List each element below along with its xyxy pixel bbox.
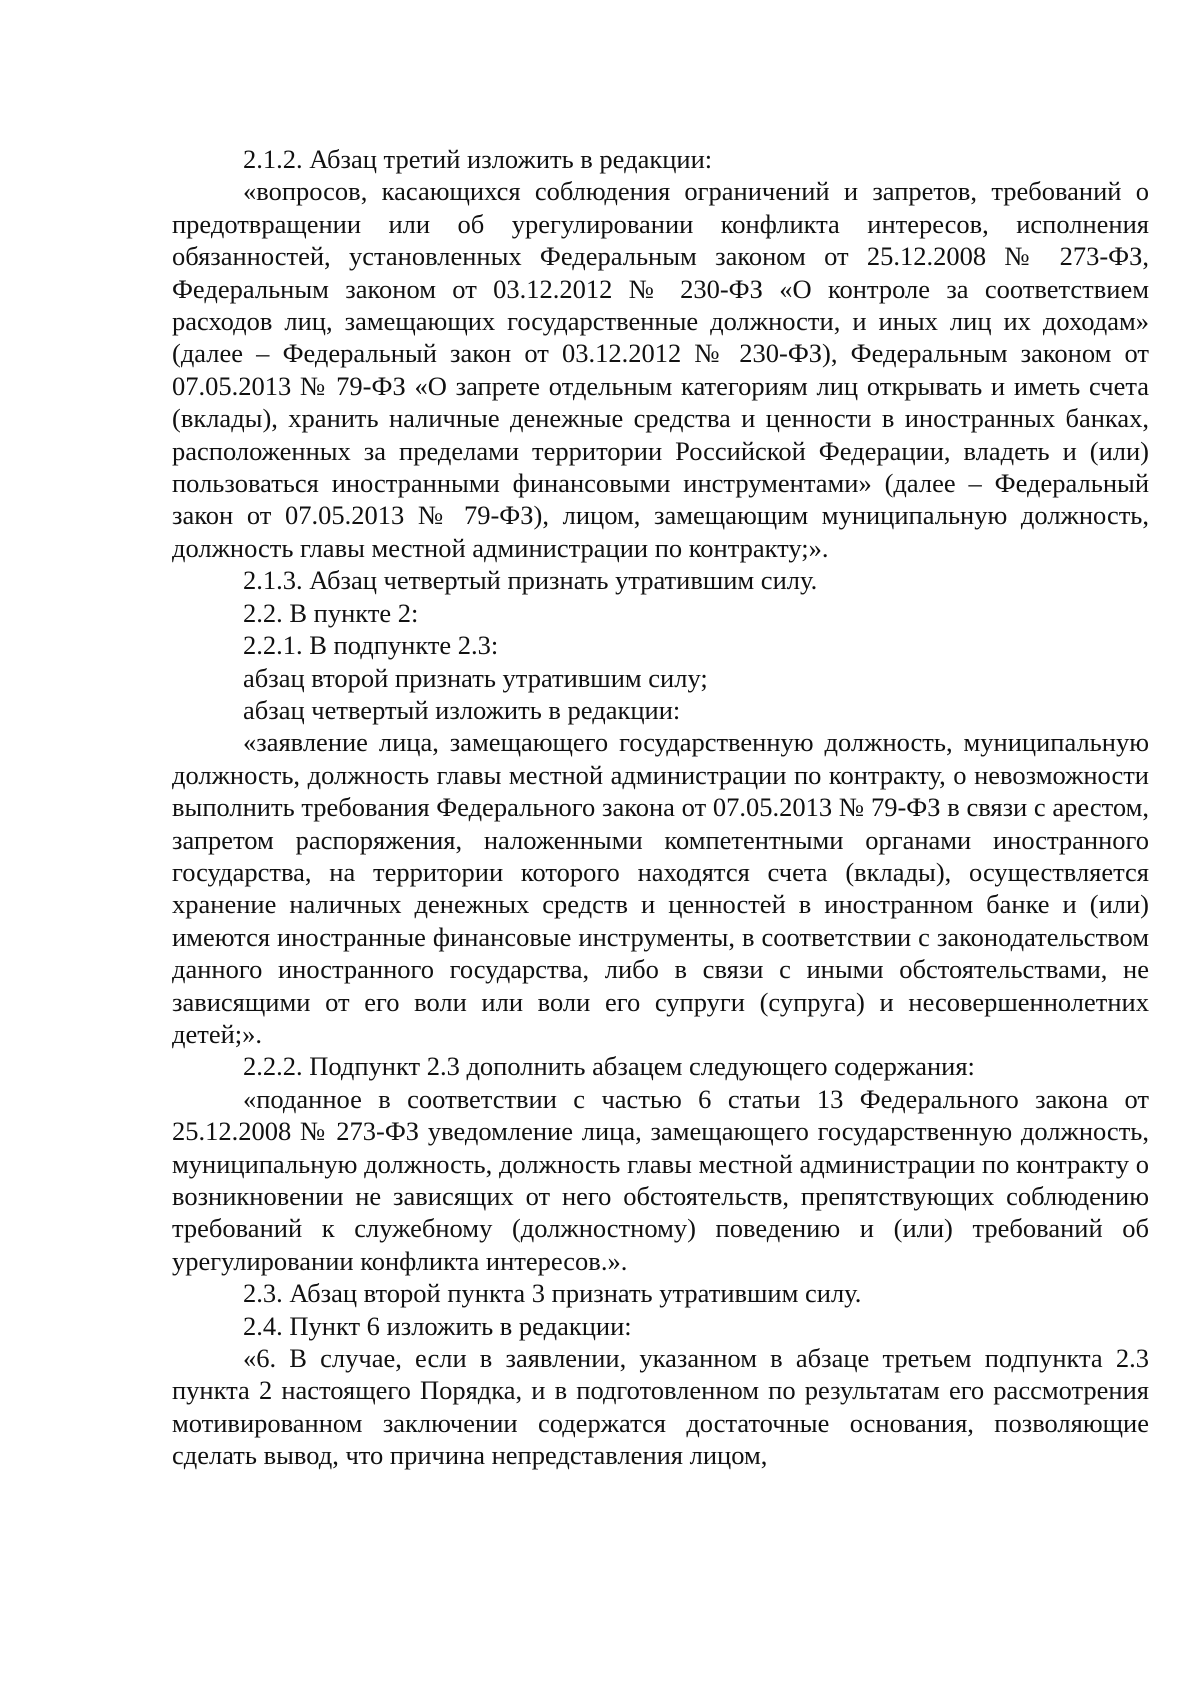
document-page (172, 143, 1149, 1472)
paragraph-quote-questions: «вопросов, касающихся соблюдения ограничений и запретов, требований о предотвращении или об урегулировании конфликта интересов, исполнения обязанностей, установленных Федеральным законом от 25.12.2008 № 273-ФЗ, Федеральным законом от 03.12.2012 № 230-ФЗ «О контроле за соответствием расходов лиц, замещающих государственные должности, и иных лиц их доходам» (далее – Федеральный закон от 03.12.2012 № 230-ФЗ), Федеральным законом от 07.05.2013 № 79-ФЗ «О запрете отдельным категориям лиц открывать и иметь счета (вклады), хранить наличные денежные средства и ценности в иностранных банках, расположенных за пределами территории Российской Федерации, владеть и (или) пользоваться иностранными финансовыми инструментами» (далее – Федеральный закон от 07.05.2013 № 79-ФЗ), лицом, замещающим муниципальную должность, должность главы местной администрации по контракту;». (172, 176, 1149, 563)
paragraph-2-3: 2.3. Абзац второй пункта 3 признать утратившим силу. (243, 1278, 862, 1309)
paragraph-quote-notice: «поданное в соответствии с частью 6 статьи 13 Федерального закона от 25.12.2008 № 273-ФЗ уведомление лица, замещающего государственную должность, муниципальную должность, должность главы местной администрации по контракту о возникновении не зависящих от него обстоятельств, препятствующих соблюдению требований к служебному (должностному) поведению и (или) требований об урегулировании конфликта интересов.». (172, 1083, 1149, 1276)
paragraph-2-2-1: 2.2.1. В подпункте 2.3: (243, 630, 499, 661)
paragraph-abzac-vtoroy: абзац второй признать утратившим силу; (243, 662, 708, 693)
paragraph-quote-item-6: «6. В случае, если в заявлении, указанном в абзаце третьем подпункта 2.3 пункта 2 настоящего Порядка, и в подготовленном по результатам его рассмотрения мотивированном заключении содержатся достаточные основания, позволяющие сделать вывод, что причина непредставления лицом, (172, 1343, 1149, 1471)
paragraph-quote-statement: «заявление лица, замещающего государственную должность, муниципальную должность, должность главы местной администрации по контракту, о невозможности выполнить требования Федерального закона от 07.05.2013 № 79-ФЗ в связи с арестом, запретом распоряжения, наложенными компетентными органами иностранного государства, на территории которого находятся счета (вклады), осуществляется хранение наличных денежных средств и ценностей в иностранном банке и (или) имеются иностранные финансовые инструменты, в соответствии с законодательством данного иностранного государства, либо в связи с иными обстоятельствами, не зависящими от его воли или воли его супруги (супруга) и несовершеннолетних детей;». (172, 727, 1149, 1049)
paragraph-2-2: 2.2. В пункте 2: (243, 597, 419, 628)
paragraph-abzac-chetvertyy: абзац четвертый изложить в редакции: (243, 694, 681, 725)
paragraph-2-1-3: 2.1.3. Абзац четвертый признать утратившим силу. (243, 565, 818, 596)
paragraph-2-4: 2.4. Пункт 6 изложить в редакции: (243, 1310, 632, 1341)
paragraph-2-2-2: 2.2.2. Подпункт 2.3 дополнить абзацем следующего содержания: (243, 1051, 975, 1082)
paragraph-2-1-2: 2.1.2. Абзац третий изложить в редакции: (243, 144, 713, 174)
